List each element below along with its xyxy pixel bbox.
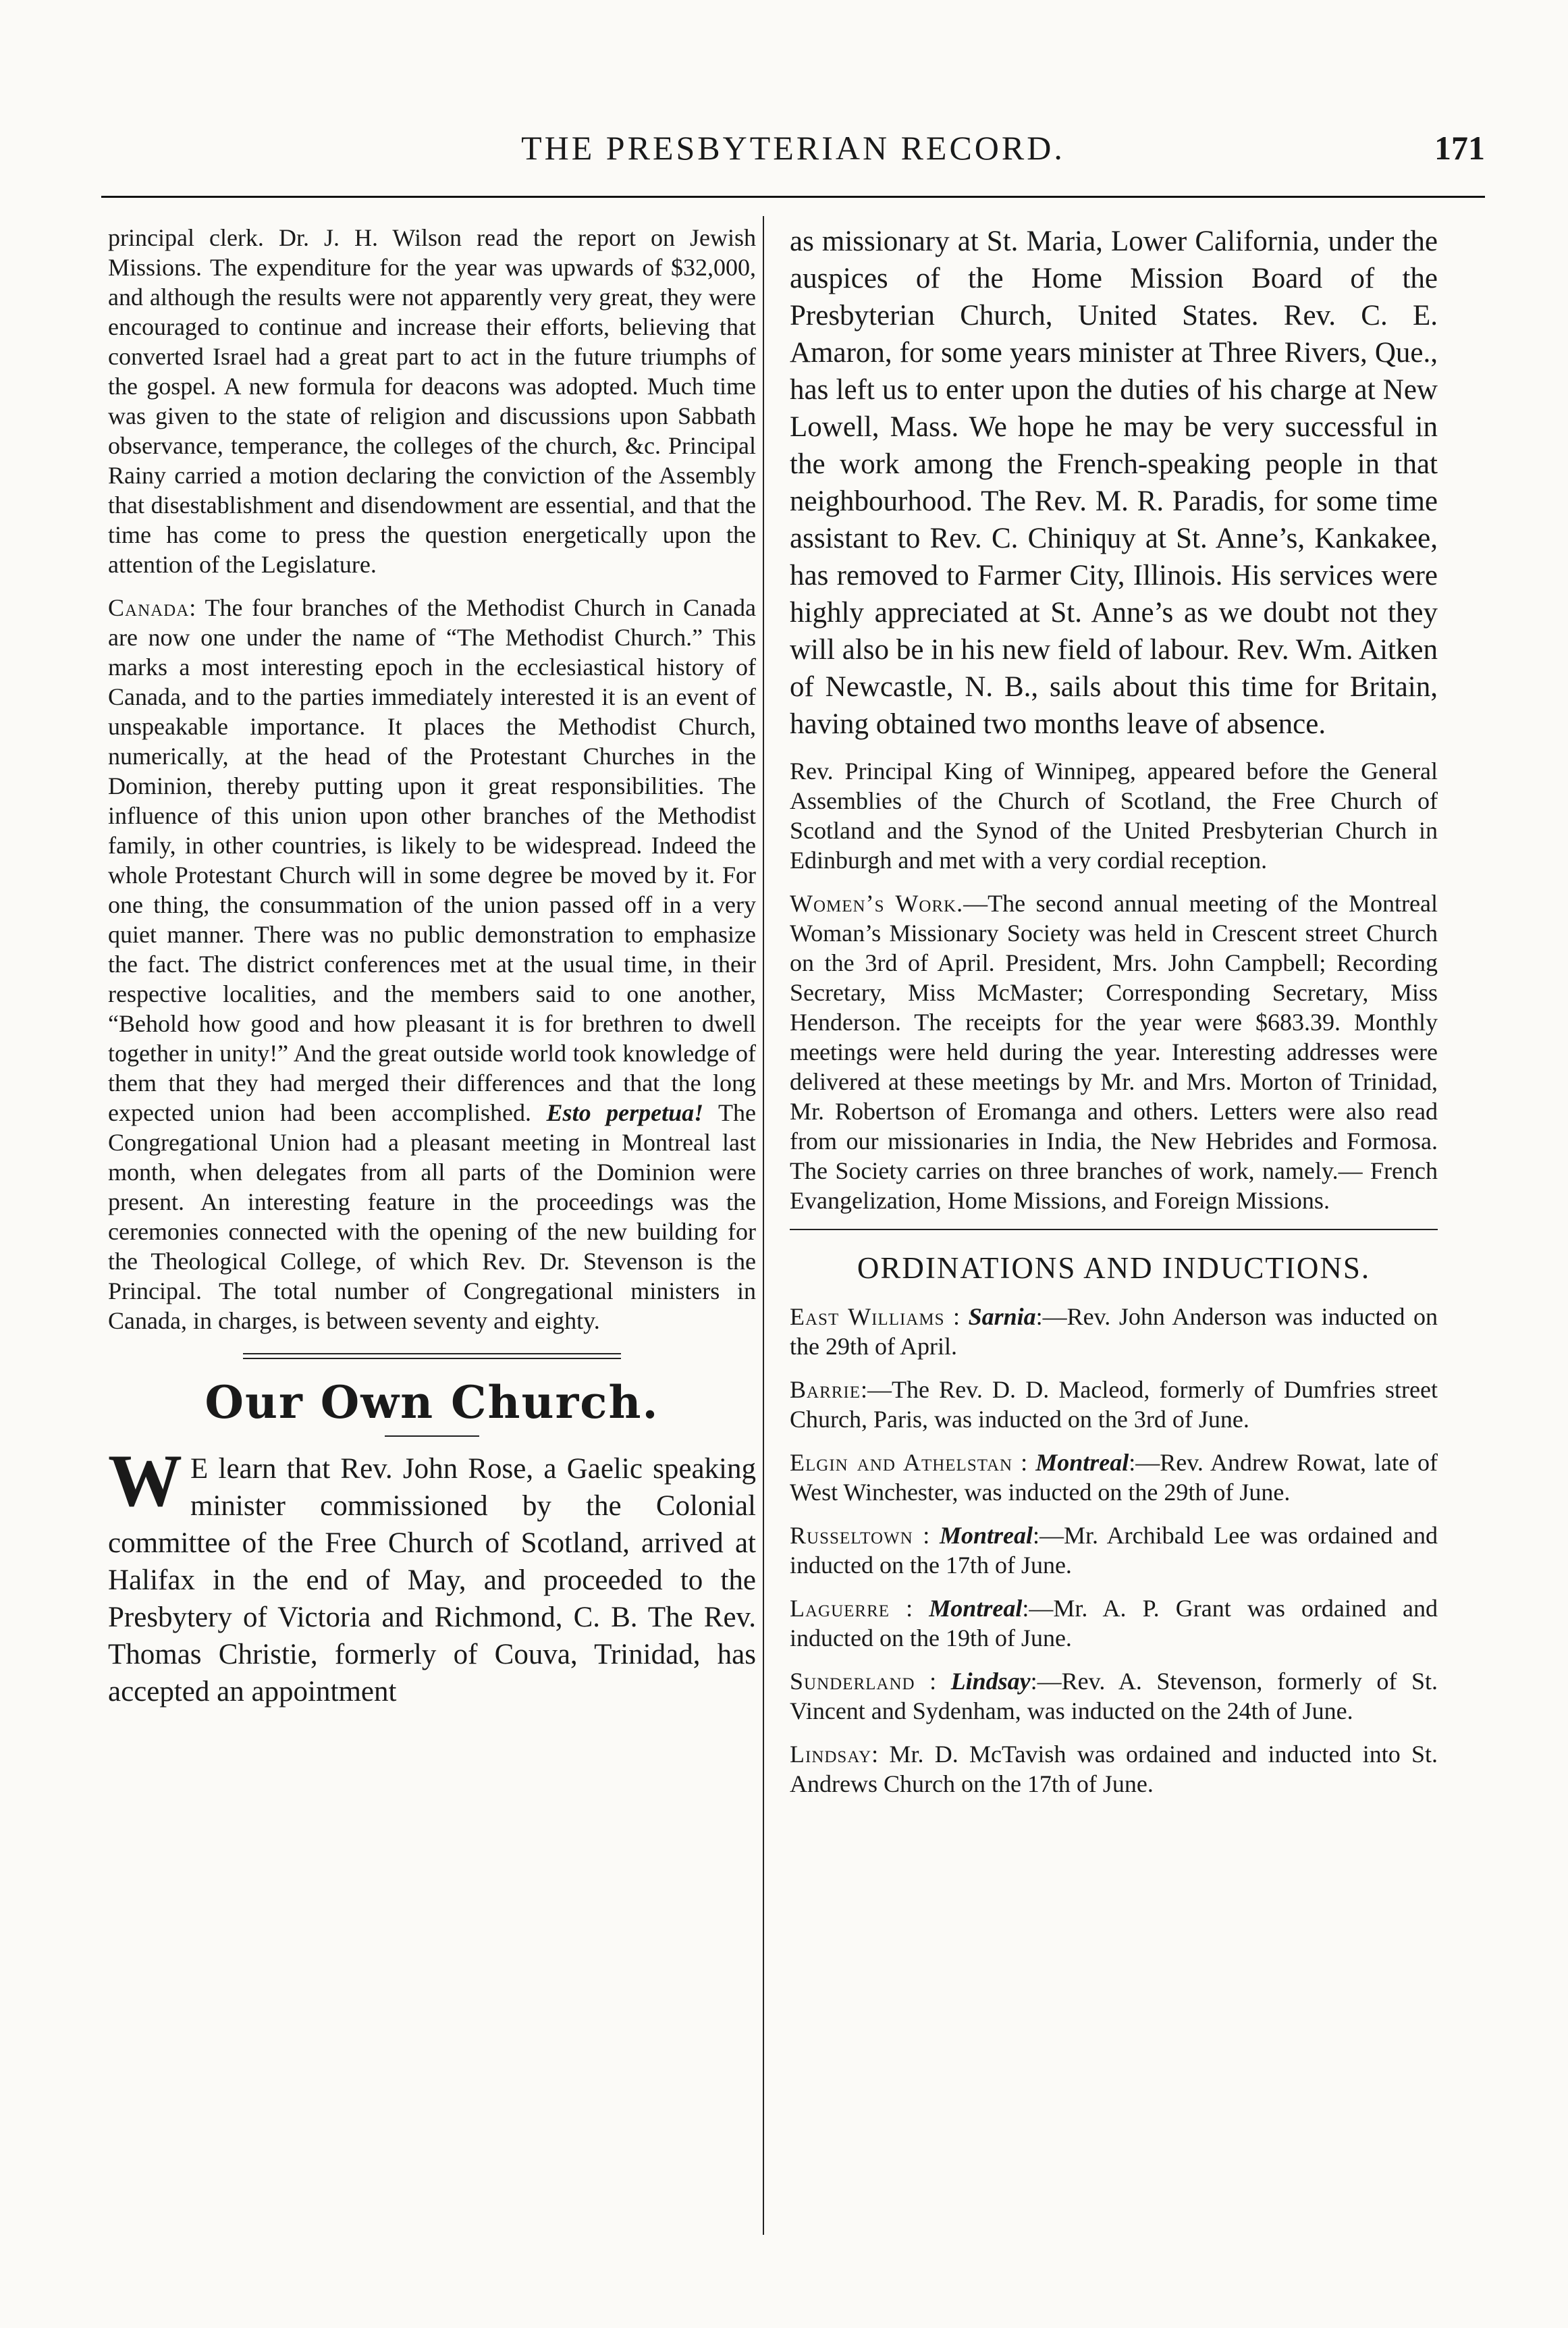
ordination-entry bbox=[790, 1375, 1438, 1434]
section-rule bbox=[790, 1229, 1438, 1230]
canada-motto: Esto perpetua! bbox=[546, 1099, 704, 1126]
missionary-news-paragraph: as missionary at St. Maria, Lower California, under the auspices of the Home Mission Board of the Presbyterian Church, United States. Rev. C. E. Amaron, for some years minister at Three Rivers, Que., has left us to enter upon the duties of his charge at New Lowell, Mass. We hope he may be very successful in the work among the French-speaking people in that neighbourhood. The Rev. M. R. Paradis, for some time assistant to Rev. C. Chiniquy at St. Anne’s, Kankakee, has removed to Farmer City, Illinois. His services were highly appreciated at St. Anne’s as we doubt not they will also be in his new field of labour. Rev. Wm. Aitken of Newcastle, N. B., sails about this time for Britain, having obtained two months leave of absence. bbox=[790, 226, 1438, 740]
ordination-text: :—Rev. John Anderson was inducted on the 29th of April. bbox=[790, 1303, 1438, 1360]
ordination-place: Lindsay bbox=[950, 1668, 1031, 1695]
ordination-place: Montreal bbox=[939, 1522, 1033, 1549]
ordination-entry: Sunderland : Lindsay:—Rev. A. Stevenson, formerly of St. Vincent and Sydenham, was inducted on the 24th of June. bbox=[790, 1668, 1438, 1724]
ordination-entry bbox=[790, 1739, 1438, 1799]
ordination-place: Montreal bbox=[929, 1595, 1023, 1622]
left-column bbox=[108, 223, 756, 1724]
ordination-text: :—Rev. A. Stevenson, formerly of St. Vincent and Sydenham, was inducted on the 24th of June. bbox=[790, 1668, 1438, 1724]
canada-body: : The four branches of the Methodist Church in Canada are now one under the name of “The Methodist Church.” This marks a most interesting epoch in the ecclesiastical history of Canada, and to the parties immediately interested it is an event of unspeakable importance. It places the Methodist Church, numerically, at the head of the Protestant Churches in the Dominion, thereby putting upon it great responsibilities. The influence of this union upon other branches of the Methodist family, in other countries, is likely to be widespread. Indeed the whole Protestant Church will in some degree be moved by it. For one thing, the consummation of the union passed off in a very quiet manner. There was no public demonstration to emphasize the fact. The district conferences met at the usual time, in their respective localities, and the members said to one another, “Behold how good and how pleasant it is for brethren to dwell together in unity!” And the great outside world took knowledge of them that they had merged their differences and that the long expected union had been accomplished. bbox=[108, 594, 756, 1126]
ordination-text: :—Mr. Archibald Lee was ordained and inducted on the 17th of June. bbox=[790, 1522, 1438, 1579]
page-header bbox=[101, 128, 1485, 182]
ordination-lead: Russeltown bbox=[790, 1522, 913, 1549]
header-rule bbox=[101, 196, 1485, 198]
ordination-lead: Barrie bbox=[790, 1376, 861, 1403]
short-rule bbox=[385, 1435, 479, 1437]
ordination-entry: Elgin and Athelstan : Montreal:—Rev. Andrew Rowat, late of West Winchester, was inducted on the 29th of June. bbox=[790, 1449, 1438, 1506]
canada-tail: The Congregational Union had a pleasant meeting in Montreal last month, when delegates from all parts of the Dominion were present. An interesting feature in the proceedings was the ceremonies connected with the opening of the new building for the Theological College, of which Rev. Dr. Stevenson is the Principal. The total number of Congregational ministers in Canada, in charges, is between seventy and eighty. bbox=[108, 1099, 756, 1334]
ordination-lead: Lindsay bbox=[790, 1741, 872, 1768]
drop-cap-letter: W bbox=[108, 1439, 182, 1522]
ordination-entry: Laguerre : Montreal:—Mr. A. P. Grant was ordained and inducted on the 19th of June. bbox=[790, 1595, 1438, 1651]
right-column bbox=[790, 223, 1438, 1812]
ordinations-heading: ORDINATIONS AND INDUCTIONS. bbox=[857, 1251, 1371, 1285]
section-title-our-own-church: Our Own Church. bbox=[205, 1376, 659, 1429]
ordination-entry: East Williams : Sarnia:—Rev. John Anderson was inducted on the 29th of April. bbox=[790, 1303, 1438, 1360]
page-number: 171 bbox=[1434, 129, 1485, 167]
canada-paragraph bbox=[108, 593, 756, 1335]
womens-work-body: —The second annual meeting of the Montreal Woman’s Missionary Society was held in Crescent street Church on the 3rd of April. President, Mrs. John Campbell; Recording Secretary, Miss McMaster; Corresponding Secretary, Miss Henderson. The receipts for the year were $683.39. Monthly meetings were held during the year. Interesting addresses were delivered at these meetings by Mr. and Mrs. Morton of Trinidad, Mr. Robertson of Eromanga and others. Letters were also read from our missionaries in India, the New Hebrides and Formosa. The Society carries on three branches of work, namely.— French Evangelization, Home Missions, and Foreign Missions. bbox=[790, 890, 1438, 1214]
ordination-lead: East Williams bbox=[790, 1303, 945, 1330]
ordination-text: :—Rev. Andrew Rowat, late of West Winchester, was inducted on the 29th of June. bbox=[790, 1449, 1438, 1506]
womens-work-lead-in: Women’s Work. bbox=[790, 890, 964, 917]
womens-work-paragraph bbox=[790, 889, 1438, 1215]
principal-king-paragraph: Rev. Principal King of Winnipeg, appeared before the General Assemblies of the Church of Scotland, the Free Church of Scotland and the Synod of the United Presbyterian Church in Edinburgh and met with a very cordial reception. bbox=[790, 758, 1438, 874]
canada-lead-in: Canada bbox=[108, 594, 190, 621]
running-title: THE PRESBYTERIAN RECORD. bbox=[521, 129, 1065, 167]
double-rule-divider bbox=[243, 1353, 621, 1359]
assembly-report-paragraph: principal clerk. Dr. J. H. Wilson read the report on Jewish Missions. The expenditure for the year was upwards of $32,000, and although the results were not apparently very great, they were encouraged to continue and increase their efforts, believing that converted Israel had a great part to act in the future triumphs of the gospel. A new formula for deacons was adopted. Much time was given to the state of religion and discussions upon Sabbath observance, temperance, the colleges of the church, &c. Principal Rainy carried a motion declaring the conviction of the Assembly that disestablishment and disendowment are essential, and that the time has come to press the question energetically upon the attention of the Legislature. bbox=[108, 224, 756, 578]
ordination-lead: Elgin and Athelstan bbox=[790, 1449, 1013, 1476]
ordination-entry: Russeltown : Montreal:—Mr. Archibald Lee was ordained and inducted on the 17th of June. bbox=[790, 1522, 1438, 1579]
own-church-paragraph bbox=[108, 1439, 756, 1710]
ordination-text: :—The Rev. D. D. Macleod, formerly of Dumfries street Church, Paris, was inducted on the 3rd of June. bbox=[790, 1376, 1438, 1433]
ordination-place: Montreal bbox=[1035, 1449, 1129, 1476]
own-church-body: E learn that Rev. John Rose, a Gaelic speaking minister commissioned by the Colonial committee of the Free Church of Scotland, arrived at Halifax in the end of May, and proceeded to the Presbytery of Victoria and Richmond, C. B. The Rev. Thomas Christie, formerly of Couva, Trinidad, has accepted an appointment bbox=[108, 1453, 756, 1708]
ordination-lead: Sunderland bbox=[790, 1668, 915, 1695]
column-divider bbox=[763, 216, 764, 2235]
ordination-lead: Laguerre bbox=[790, 1595, 890, 1622]
ordination-text: : Mr. D. McTavish was ordained and inducted into St. Andrews Church on the 17th of June. bbox=[790, 1741, 1438, 1797]
ordination-text: :—Mr. A. P. Grant was ordained and inducted on the 19th of June. bbox=[790, 1595, 1438, 1651]
ordination-place: Sarnia bbox=[968, 1303, 1036, 1330]
